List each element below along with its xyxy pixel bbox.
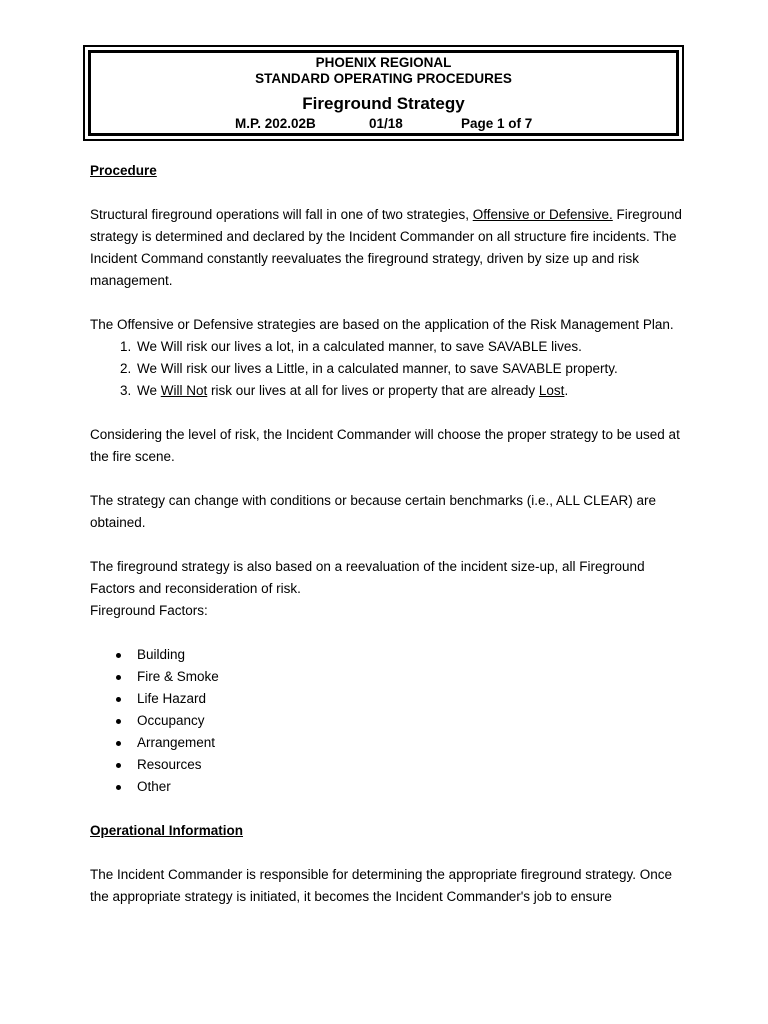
procedure-heading: Procedure bbox=[90, 163, 157, 178]
text: We bbox=[137, 383, 161, 398]
document-meta bbox=[91, 116, 676, 132]
procedure-paragraph-3: Considering the level of risk, the Incident Commander will choose the proper strategy to be used at the fire scene. bbox=[90, 427, 680, 464]
list-item: Fire & Smoke bbox=[135, 666, 690, 688]
list-item: Life Hazard bbox=[135, 688, 690, 710]
risk-item: 2. We Will risk our lives a Little, in a calculated manner, to save SAVABLE property. bbox=[135, 358, 690, 380]
doc-number: M.P. 202.02B bbox=[235, 116, 316, 131]
document-body bbox=[90, 160, 690, 908]
document-title: Fireground Strategy bbox=[302, 94, 465, 113]
document-header-inner bbox=[88, 50, 679, 136]
procedure-paragraph-4: The strategy can change with conditions or because certain benchmarks (i.e., ALL CLEAR) are obtained. bbox=[90, 493, 657, 530]
organization-name: PHOENIX REGIONAL bbox=[315, 55, 452, 70]
procedure-paragraph-2: The Offensive or Defensive strategies are based on the application of the Risk Management Plan. bbox=[90, 317, 674, 332]
list-item: Building bbox=[135, 644, 690, 666]
list-item: Arrangement bbox=[135, 732, 690, 754]
text: Fireground strategy is determined and declared by the Incident Commander on all structure fire incidents. The Incident Command constantly reevaluates the fireground strategy, driven by size up and risk management. bbox=[90, 207, 682, 288]
factors-label: Fireground Factors: bbox=[90, 603, 208, 618]
operational-paragraph-1: The Incident Commander is responsible for determining the appropriate fireground strategy. Once the appropriate strategy is initiated, it becomes the Incident Commander's job to ensure bbox=[90, 867, 673, 904]
underline-text: Will Not bbox=[160, 383, 208, 398]
procedure-paragraph-5: The fireground strategy is also based on a reevaluation of the incident size-up, all Fireground Factors and reconsideration of risk. bbox=[90, 559, 645, 596]
list-item: Occupancy bbox=[135, 710, 690, 732]
procedure-paragraph-1 bbox=[90, 204, 690, 292]
text: risk our lives at all for lives or property that are already bbox=[207, 383, 539, 398]
list-item: Resources bbox=[135, 754, 690, 776]
doc-date: 01/18 bbox=[369, 116, 403, 131]
page-number: Page 1 of 7 bbox=[461, 116, 533, 131]
strategies-underline: Offensive or Defensive. bbox=[472, 207, 613, 222]
risk-list bbox=[90, 336, 690, 402]
factors-list bbox=[90, 644, 690, 798]
sop-label: STANDARD OPERATING PROCEDURES bbox=[255, 71, 512, 86]
text: . bbox=[564, 383, 569, 398]
text: Structural fireground operations will fall in one of two strategies, bbox=[90, 207, 473, 222]
document-header bbox=[83, 45, 684, 141]
risk-item: 1. We Will risk our lives a lot, in a calculated manner, to save SAVABLE lives. bbox=[135, 336, 690, 358]
underline-text: Lost bbox=[538, 383, 565, 398]
risk-item bbox=[135, 380, 690, 402]
list-item: Other bbox=[135, 776, 690, 798]
operational-heading: Operational Information bbox=[90, 823, 244, 838]
